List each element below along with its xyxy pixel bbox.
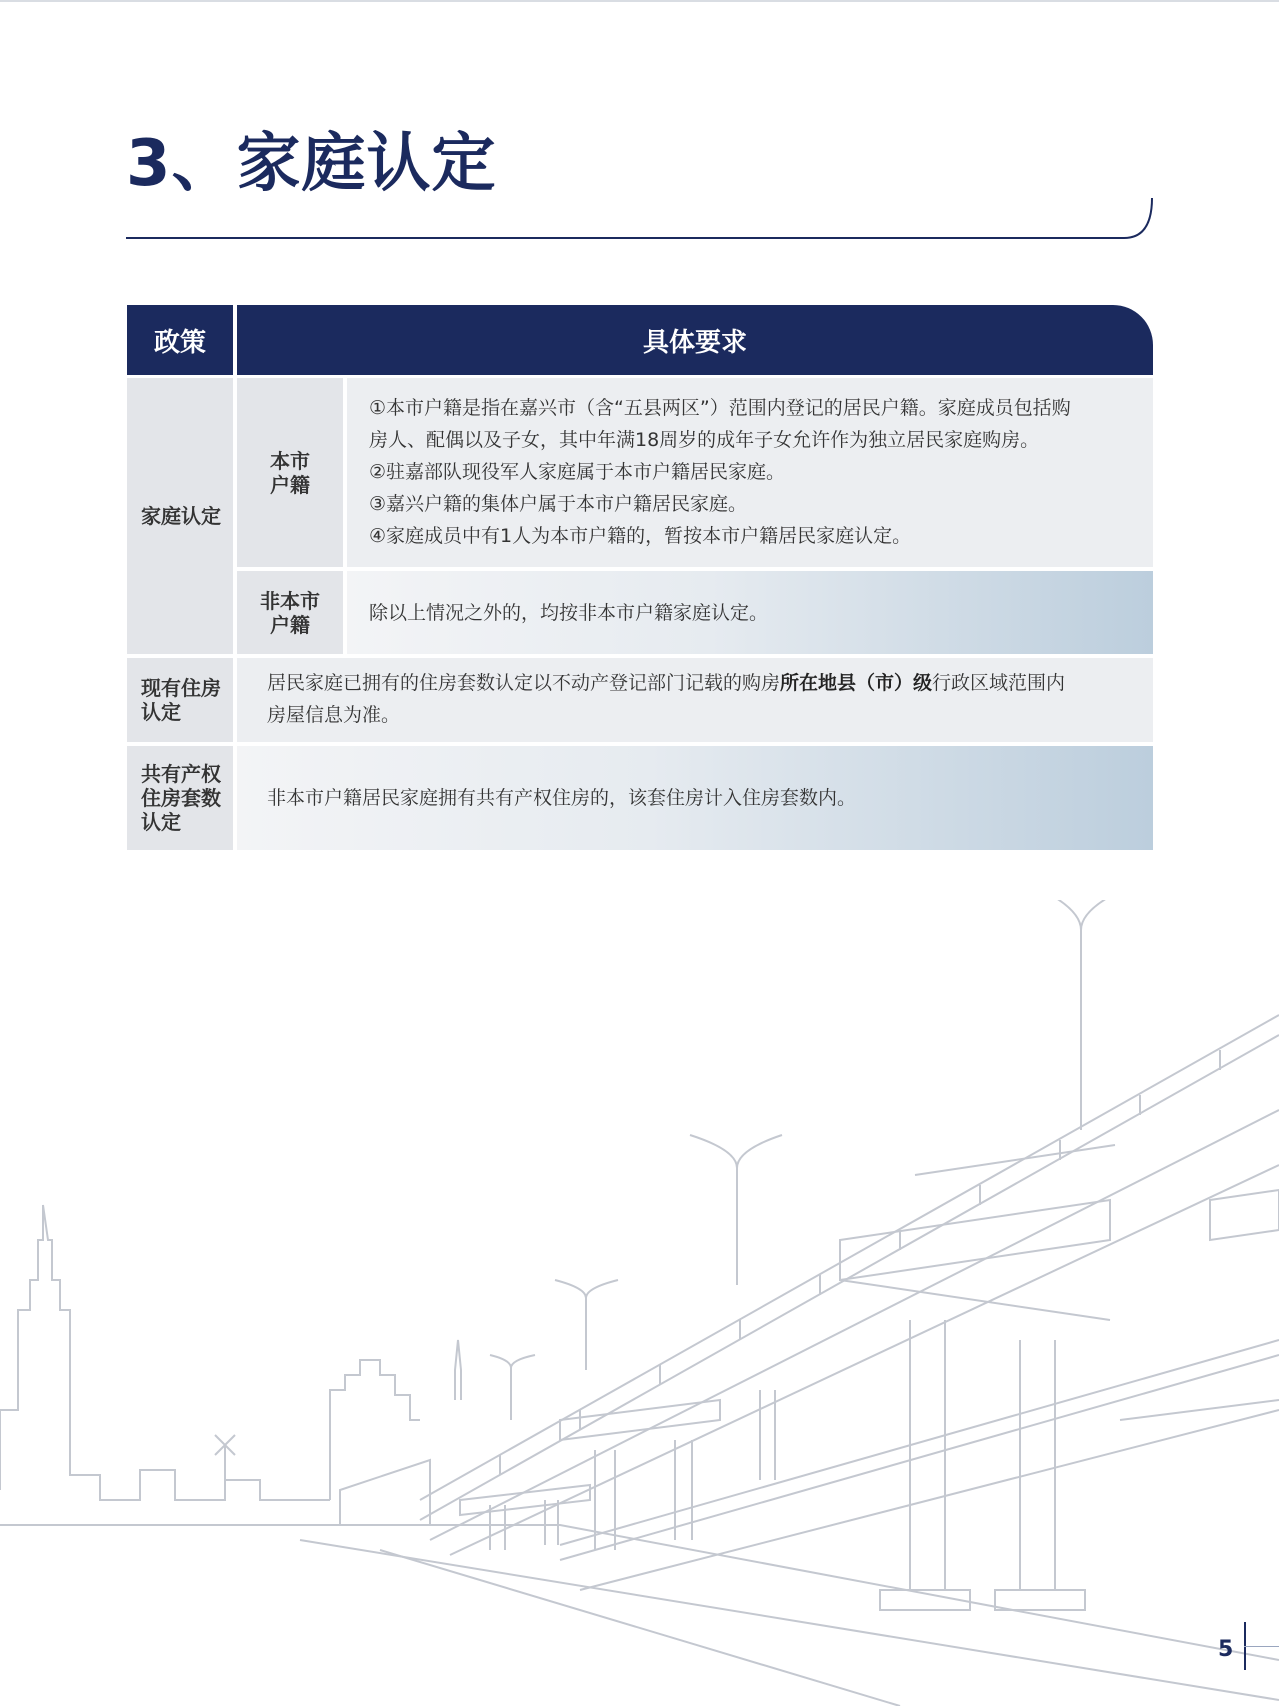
family-label: 家庭认定 [141,504,221,528]
page-number: 5 [1218,1637,1234,1662]
policy-table [127,305,1153,847]
shared-property-text: 非本市户籍居民家庭拥有共有产权住房的，该套住房计入住房套数内。 [267,787,857,809]
local-line-3: ②驻嘉部队现役军人家庭属于本市户籍居民家庭。 [369,461,786,483]
row-label-shared-property [127,746,233,850]
nonlocal-text: 除以上情况之外的，均按非本市户籍家庭认定。 [369,601,769,624]
sub-label-local [237,378,343,567]
row-label-family [127,378,233,654]
header-requirements: 具体要求 [237,305,1153,375]
sub-label-nonlocal [237,571,343,654]
existing-line1-pre: 居民家庭已拥有的住房套数认定以不动产登记部门记载的购房 [267,672,781,694]
local-label: 本市户籍 [270,448,310,497]
existing-housing-requirements [237,658,1153,742]
header-policy: 政策 [127,305,233,375]
page-title: 3、家庭认定 [126,127,497,201]
local-line-2: 房人、配偶以及子女，其中年满18周岁的成年子女允许作为独立居民家庭购房。 [369,429,1040,451]
highway-illustration [0,900,1279,1706]
nonlocal-requirements [347,571,1153,654]
existing-line2: 房屋信息为准。 [267,704,401,726]
nonlocal-label: 非本市户籍 [260,588,320,637]
local-line-1: ①本市户籍是指在嘉兴市（含“五县两区”）范围内登记的居民户籍。家庭成员包括购 [369,397,1071,419]
page-number-rule [1244,1646,1279,1647]
shared-property-requirements [237,746,1153,850]
local-line-4: ③嘉兴户籍的集体户属于本市户籍居民家庭。 [369,493,748,515]
shared-property-label: 共有产权住房套数认定 [141,762,221,834]
local-line-5: ④家庭成员中有1人为本市户籍的，暂按本市户籍居民家庭认定。 [369,525,912,547]
existing-housing-label: 现有住房认定 [141,676,221,724]
existing-line1-bold: 所在地县（市）级 [780,672,933,694]
local-requirements [347,378,1153,567]
existing-line1-post: 行政区域范围内 [932,672,1066,694]
row-label-existing-housing [127,658,233,742]
title-underline [0,0,1279,260]
